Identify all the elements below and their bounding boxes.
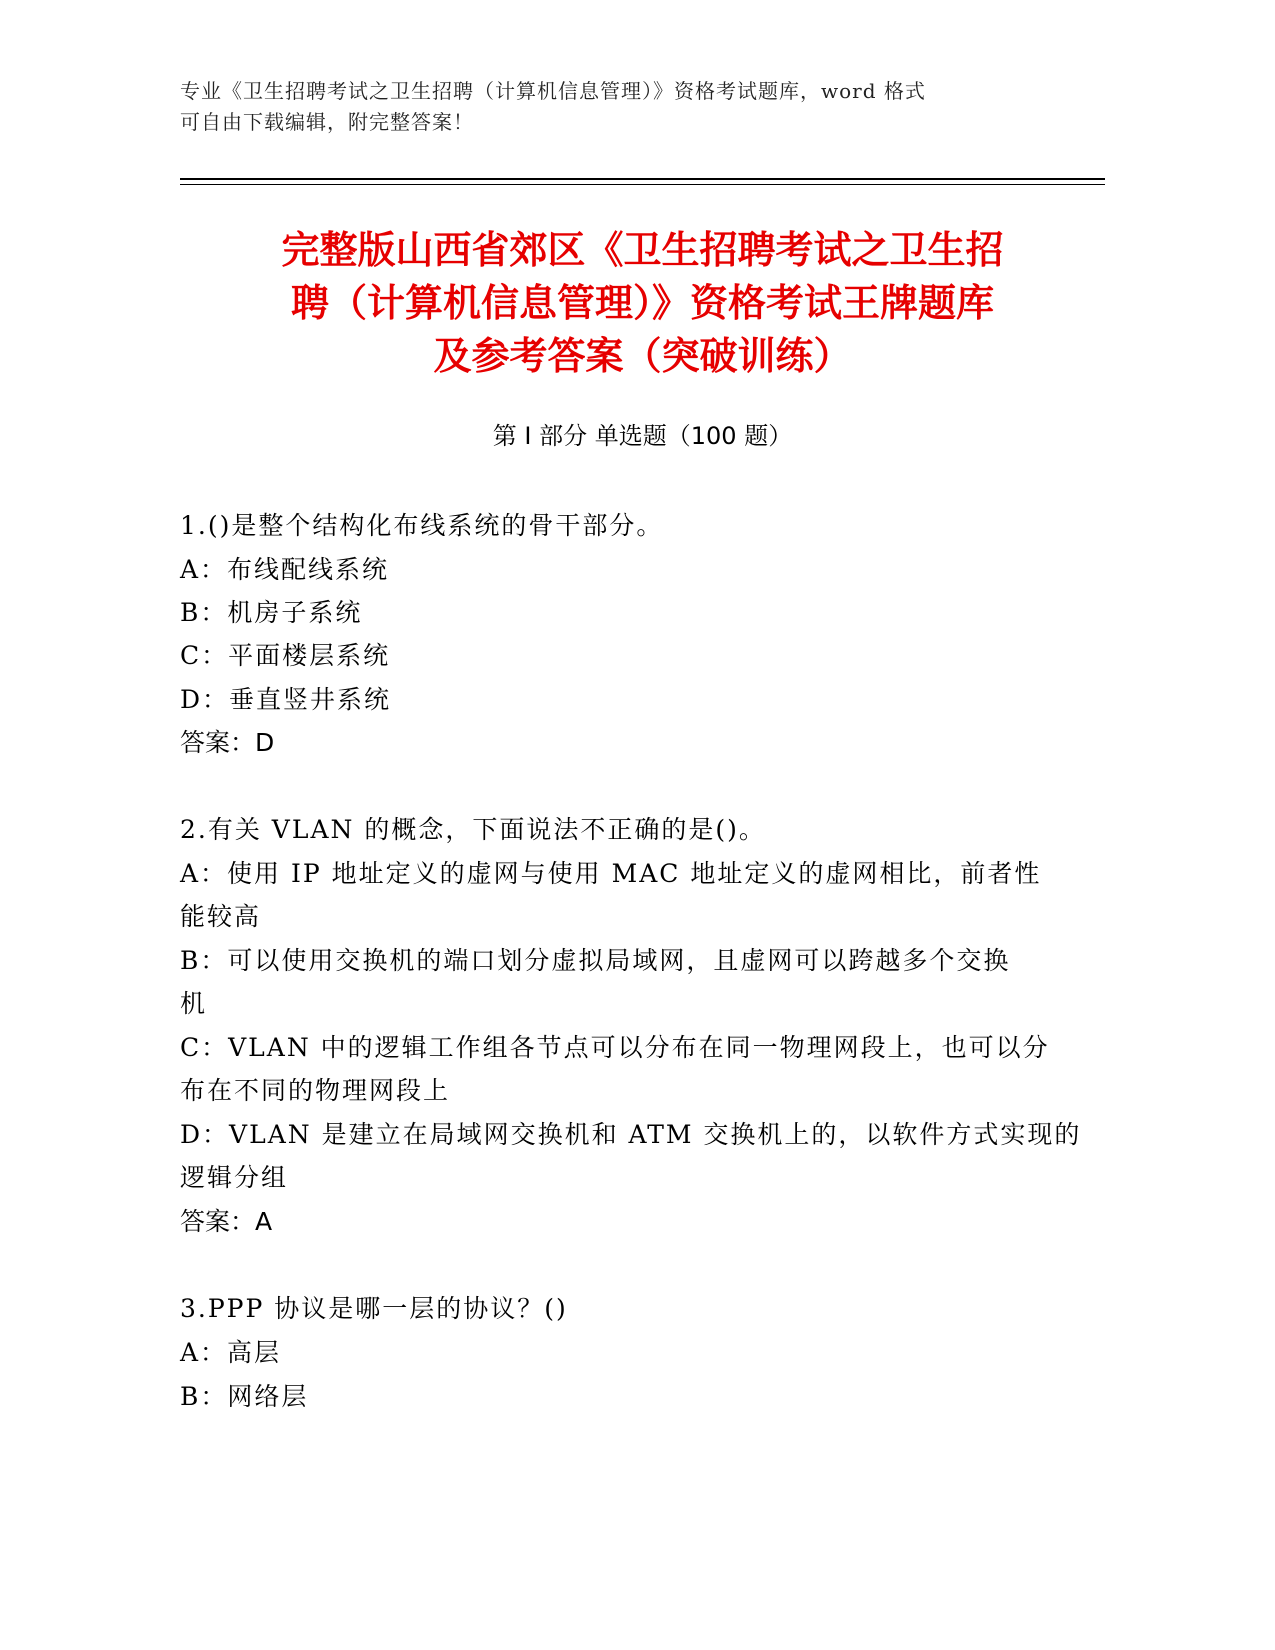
section-heading: 第 I 部分 单选题（100 题）	[492, 422, 793, 450]
option: C：VLAN 中的逻辑工作组各节点可以分布在同一物理网段上，也可以分	[180, 1033, 1050, 1062]
document-title	[180, 224, 1105, 383]
option-continuation: 逻辑分组	[180, 1163, 289, 1192]
option: A：使用 IP 地址定义的虚网与使用 MAC 地址定义的虚网相比，前者性	[180, 859, 1042, 888]
option: D：VLAN 是建立在局域网交换机和 ATM 交换机上的，以软件方式实现的	[180, 1120, 1082, 1149]
option-continuation: 布在不同的物理网段上	[180, 1076, 451, 1105]
option: B：机房子系统	[180, 598, 363, 627]
option: D：垂直竖井系统	[180, 685, 392, 714]
option: B：可以使用交换机的端口划分虚拟局域网，且虚网可以跨越多个交换	[180, 946, 1011, 975]
option: A：布线配线系统	[180, 555, 390, 584]
header-note-line: 可自由下载编辑，附完整答案！	[180, 110, 474, 134]
option: A：高层	[180, 1338, 282, 1367]
title-line: 完整版山西省郊区《卫生招聘考试之卫生招	[281, 228, 1004, 272]
title-line: 聘（计算机信息管理）》资格考试王牌题库	[290, 281, 994, 325]
header-note	[180, 76, 1040, 138]
question-stem: 1.()是整个结构化布线系统的骨干部分。	[180, 511, 664, 540]
option: C：平面楼层系统	[180, 641, 391, 670]
title-line: 及参考答案（突破训练）	[433, 334, 852, 378]
answer: 答案：D	[180, 728, 275, 757]
option: B：网络层	[180, 1382, 309, 1411]
option-continuation: 机	[180, 989, 208, 1018]
option-continuation: 能较高	[180, 902, 262, 931]
question-stem: 2.有关 VLAN 的概念，下面说法不正确的是()。	[180, 815, 766, 844]
divider-thick	[180, 178, 1105, 180]
header-note-line: 专业《卫生招聘考试之卫生招聘（计算机信息管理）》资格考试题库，word 格式	[180, 79, 926, 103]
question-stem: 3.PPP 协议是哪一层的协议？()	[180, 1294, 568, 1323]
divider-thin	[180, 184, 1105, 185]
answer: 答案：A	[180, 1207, 273, 1236]
